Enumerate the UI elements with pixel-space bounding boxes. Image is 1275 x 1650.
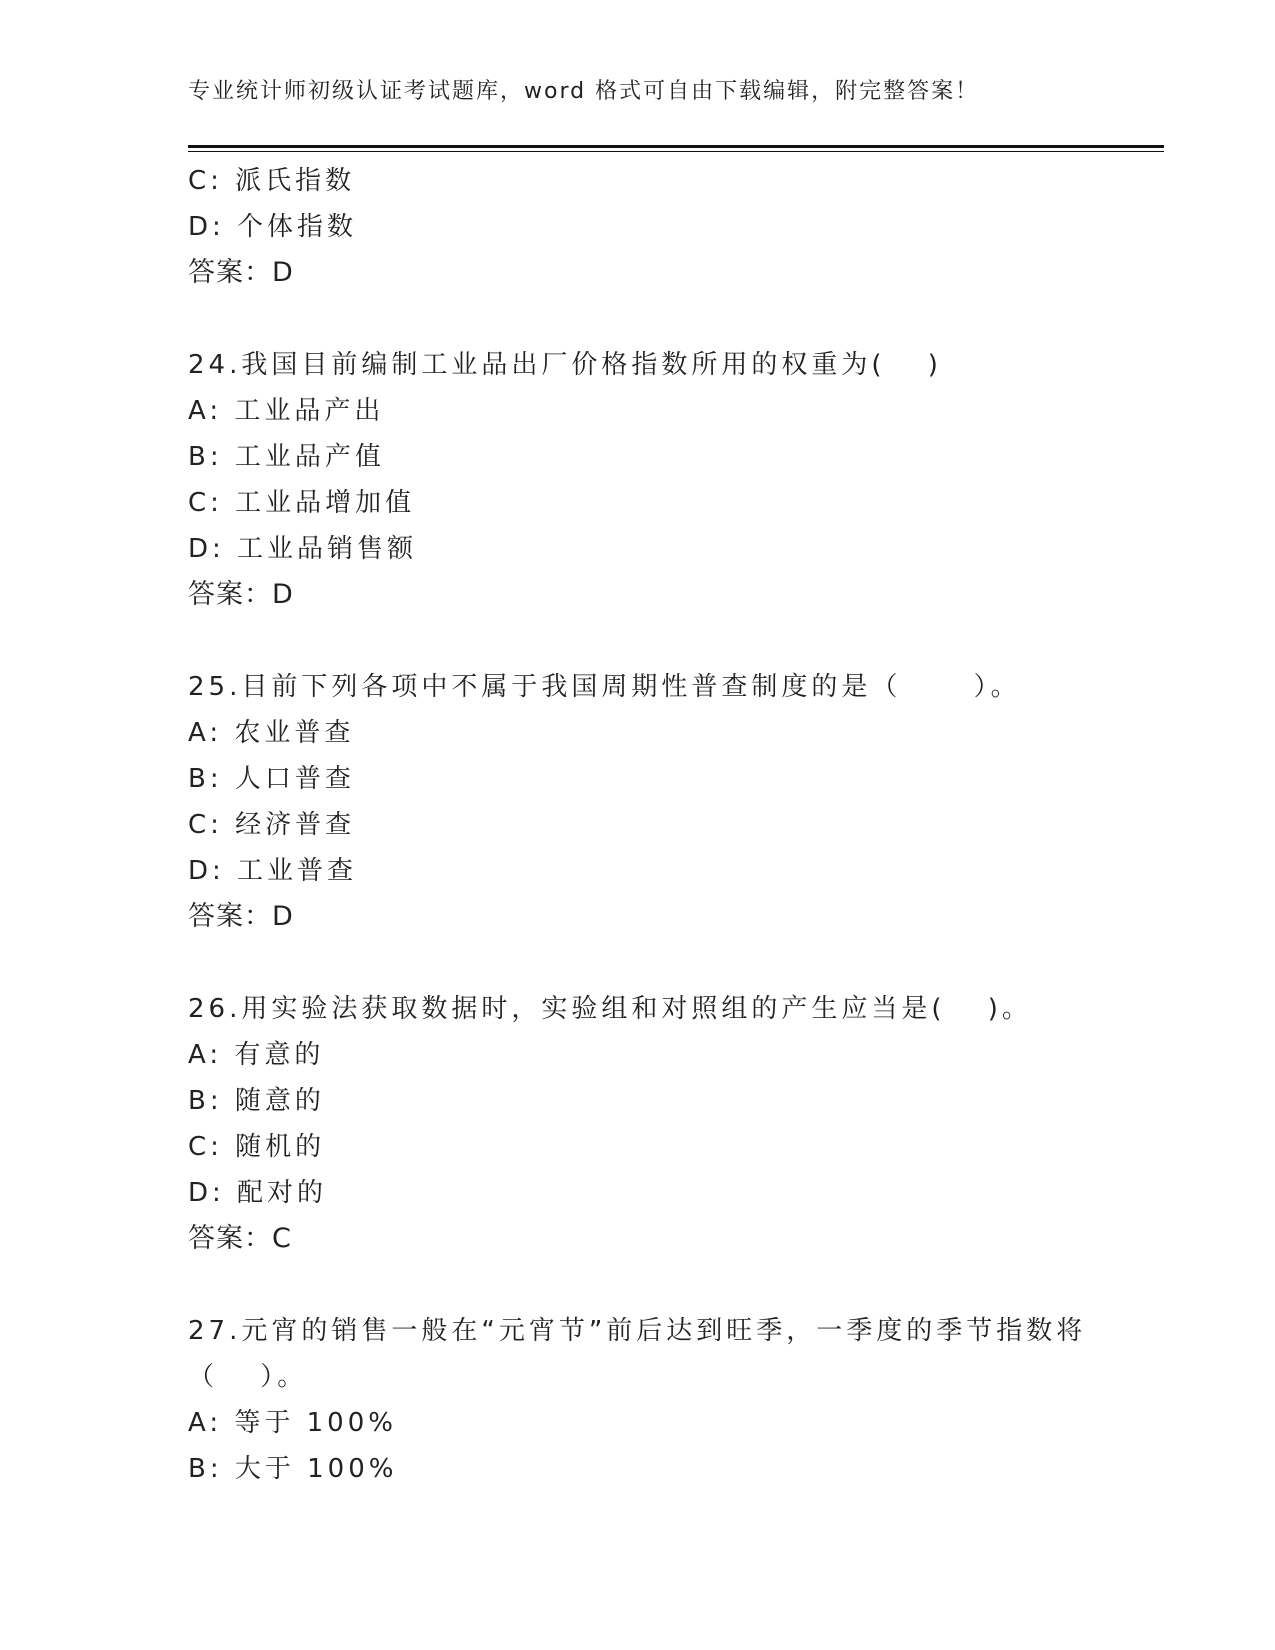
header-rule-thin (188, 151, 1164, 152)
q26-option-b: B: 随意的 (188, 1086, 325, 1116)
q25-option-c: C: 经济普查 (188, 810, 356, 840)
q27-question-line1: 27.元宵的销售一般在“元宵节”前后达到旺季，一季度的季节指数将 (188, 1316, 1087, 1346)
q25-option-d: D: 工业普查 (188, 856, 358, 886)
q23-option-c: C: 派氏指数 (188, 166, 356, 196)
q23-option-d: D: 个体指数 (188, 212, 358, 242)
spacer (188, 618, 1148, 664)
q24-question: 24.我国目前编制工业品出厂价格指数所用的权重为( ) (188, 350, 942, 380)
spacer (188, 1262, 1148, 1308)
q24-option-c: C: 工业品增加值 (188, 488, 416, 518)
question-content (188, 158, 1148, 1492)
q25-answer: 答案：D (188, 901, 294, 932)
spacer (188, 296, 1148, 342)
q26-option-c: C: 随机的 (188, 1132, 326, 1162)
q26-option-a: A: 有意的 (188, 1040, 325, 1070)
q25-question: 25.目前下列各项中不属于我国周期性普查制度的是（ ）。 (188, 672, 1021, 702)
q26-option-d: D: 配对的 (188, 1178, 328, 1208)
q27-option-b: B: 大于 100% (188, 1454, 398, 1484)
q25-option-a: A: 农业普查 (188, 718, 355, 748)
q23-answer: 答案：D (188, 257, 294, 288)
q27-option-a: A: 等于 100% (188, 1408, 397, 1438)
q26-answer: 答案：C (188, 1223, 292, 1254)
q24-option-a: A: 工业品产出 (188, 396, 385, 426)
q25-option-b: B: 人口普查 (188, 764, 355, 794)
q24-option-d: D: 工业品销售额 (188, 534, 418, 564)
q26-question: 26.用实验法获取数据时，实验组和对照组的产生应当是( )。 (188, 994, 1032, 1024)
q27-question-line2: （ ）。 (188, 1362, 308, 1392)
spacer (188, 940, 1148, 986)
header-rule-thick (188, 145, 1164, 148)
q24-answer: 答案：D (188, 579, 294, 610)
page-header-title: 专业统计师初级认证考试题库，word 格式可自由下载编辑，附完整答案！ (188, 79, 980, 104)
q24-option-b: B: 工业品产值 (188, 442, 385, 472)
